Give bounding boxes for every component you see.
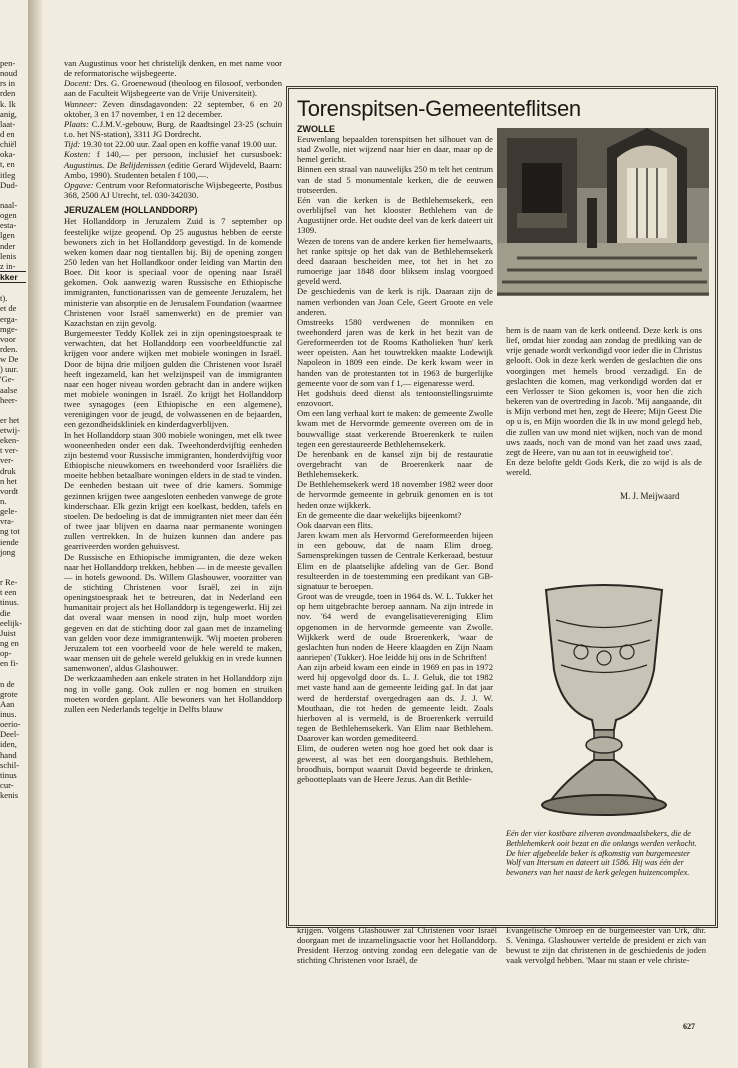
- strip-line: ) uur.: [0, 364, 19, 375]
- course-time: [64, 139, 282, 149]
- strip-line: laat-: [0, 118, 16, 129]
- article-paragraph: Jaren kwam men als Hervormd Gereformeerden bijeen in een gebouw, dat de naam Elim droeg. Samensprekingen tussen de Centrale Kerkeraad, bestuur Elim en de plaatselijke afdeling van de Ger. Bond resulteerden in de toestemming een predikant van GB-signatuur te beroepen.: [297, 530, 493, 591]
- strip-line: rden: [0, 88, 16, 99]
- strip-line: Juist: [0, 627, 16, 638]
- strip-line: w De: [0, 354, 19, 365]
- kosten-book: Augustinus. De Belijdenissen: [64, 159, 166, 170]
- strip-line: vra-: [0, 516, 14, 527]
- strip-line: schil-: [0, 759, 20, 770]
- strip-line: erga-: [0, 313, 18, 324]
- article-paragraph: Eén van die kerken is de Bethlehemsekerk, een overblijfsel van het klooster Bethlehem van de Augustijner orde. Het oudste deel van de kerk dateert uit 1309.: [297, 194, 493, 236]
- strip-line: aalse: [0, 384, 18, 395]
- docent-label: Docent:: [64, 78, 92, 89]
- strip-line: oerio-: [0, 719, 21, 730]
- continuation-column-2: krijgen. Volgens Glashouwer zal Christenen voor Israël doorgaan met de inzamelingsactie voor het Hollanddorp. President Herzog ontving zondag een delegatie van de stichting Christenen voor Israël, de: [297, 925, 497, 966]
- article-paragraph: De geschiedenis van de kerk is rijk. Daaraan zijn de namen verbonden van Joan Cele, Geert Groote en vele anderen.: [297, 286, 493, 317]
- article-city: ZWOLLE: [297, 124, 335, 134]
- strip-line: ver-: [0, 455, 14, 466]
- strip-line: t).: [0, 293, 8, 304]
- opgave-label: Opgave:: [64, 179, 94, 190]
- strip-line: lenis: [0, 250, 17, 261]
- kosten-text-b: (editie Gerard Wijdeveld, Baarn: Ambo, 1990). Studenten betalen f 100,—.: [64, 159, 282, 180]
- article-paragraph: Om een lang verhaal kort te maken: de gemeente Zwolle kwam met de Hervormde gemeente overeen om de in bouwvallige staat verkerende Broerenkerk te ruilen tegen een gerestaureerde Bethlehemsekerk.: [297, 408, 493, 449]
- wanneer-text: Zeven dinsdagavonden: 22 september, 6 en 20 oktober, 3 en 17 november, 1 en 12 december.: [64, 98, 282, 119]
- strip-line: iende: [0, 536, 19, 547]
- strip-line: d en: [0, 128, 15, 139]
- strip-line: esta-: [0, 220, 17, 231]
- strip-line: lgen: [0, 230, 15, 241]
- strip-line: Deel-: [0, 729, 20, 740]
- article-paragraph: Wezen de torens van de andere kerken fier hemelwaarts, het ranke spitsje op het dak van de Bethlehemsekerk deed daaraan bescheiden mee, tot het in het zo rumoerige jaar 1848 door bliksem inslag voorgoed geveld werd.: [297, 235, 493, 287]
- strip-line: 'Ge-: [0, 374, 15, 385]
- strip-line: n de: [0, 678, 15, 689]
- strip-line: t een: [0, 587, 17, 598]
- strip-line: er het: [0, 414, 20, 425]
- strip-line: et de: [0, 303, 17, 314]
- column-1: [64, 58, 282, 714]
- strip-line: z in-: [0, 260, 16, 271]
- strip-line: op-: [0, 648, 12, 659]
- article-paragraph: En deze belofte geldt Gods Kerk, die zo wijd is als de wereld.: [506, 457, 702, 478]
- strip-line: ng tot: [0, 526, 20, 537]
- strip-line: inus.: [0, 709, 17, 719]
- strip-line: Aan: [0, 698, 15, 709]
- jerusalem-heading: JERUZALEM (HOLLANDDORP): [64, 205, 198, 216]
- strip-line: jong: [0, 546, 16, 557]
- page-gutter: [28, 0, 42, 1068]
- tijd-text: 19.30 tot 22.00 uur. Zaal open en koffie vanaf 19.00 uur.: [80, 139, 277, 150]
- course-docent: [64, 78, 282, 98]
- strip-line: naal-: [0, 199, 18, 210]
- strip-line: r Re-: [0, 577, 18, 588]
- strip-line: [0, 668, 26, 678]
- strip-line: en fi-: [0, 658, 19, 669]
- strip-line: Dud-: [0, 179, 18, 190]
- strip-line: tinus: [0, 769, 17, 780]
- strip-line: cur-: [0, 779, 14, 790]
- article-paragraph: De herenbank en de kansel zijn bij de restauratie overgebracht van de Broerenkerk naar de Bethlehemsekerk.: [297, 448, 493, 480]
- course-register: [64, 180, 282, 200]
- strip-line: grote: [0, 688, 18, 699]
- jerusalem-paragraph-2: Burgemeester Teddy Kollek zei in zijn openingstoespraak te verwachten, dat het Hollanddorp een voorbeeldfunctie zal krijgen voor andere wijken met mobiele woningen in Israël. Door de bijna drie miljoen gulden die Christenen voor Israël heeft ingezameld, kan het welzijnspeil van de immigranten naar een hoger niveau worden gebracht dan in andere wijken met mobiele woningen in Israël. Zo krijgt het Hollanddorp twee synagoges (een Ethiopische en een algemene), verenigingen voor de jeugd, de volwassenen en de bejaarden, een gezondheidskliniek en kinderdagverblijven.: [64, 328, 282, 430]
- strip-line: heer-: [0, 394, 18, 405]
- left-page-strip: [0, 58, 26, 800]
- strip-line: chiël: [0, 139, 17, 150]
- page-number: 627: [683, 1022, 695, 1031]
- strip-heading: kker: [0, 271, 26, 283]
- jerusalem-paragraph-4: De Russische en Ethiopische immigranten, die deze weken naar het Hollanddorp trekken, hebben — in de meeste gevallen — in hotels gewoond. Ds. Willem Glashouwer, voorzitter van de stichting Christenen voor Israël, zei in zijn openingstoespraak het te betreuren, dat in Nederland een humanitair project als het Hollanddorp is tegengewerkt. Hij zei dat overal waar mensen in nood zijn, hulp moet worden gegeven en dat de stichting door zal gaan met de inzameling van gelden voor deze immigrantenwijk. 'Wij moeten proberen Jeruzalem tot een voorbeeld voor de hele wereld te maken, waar mensen uit de gehele wereld gelukkig en in vrede kunnen samenwonen', aldus Glashouwer.: [64, 551, 282, 674]
- article-paragraph: De Bethlehemsekerk werd 18 november 1982 weer door de hervormde gemeente in gebruik genomen en is tot heden onze wijkkerk.: [297, 479, 493, 510]
- opgave-text: Centrum voor Reformatorische Wijsbegeerte, Postbus 368, 2500 AJ Utrecht, tel. 030-342030.: [64, 179, 282, 201]
- strip-line: kenis: [0, 790, 19, 801]
- strip-line: anig,: [0, 108, 17, 119]
- strip-line: [0, 190, 26, 200]
- course-when: [64, 99, 282, 119]
- strip-line: eken-: [0, 435, 20, 446]
- tijd-label: Tijd:: [64, 139, 81, 150]
- chalice-caption: Eén der vier kostbare zilveren avondmaalsbekers, die de Bethlehemkerk ooit bezat en die onlangs werden verkocht. De hier afgebeelde beker is afkomstig van burgemeester Wolf van Ittersum en dateert uit 1586. Hij was één der bewoners van het naast de kerk gelegen huizencomplex.: [506, 829, 697, 878]
- article-paragraph: Eeuwenlang bepaalden torenspitsen het silhouet van de stad Zwolle, niet wijzend naar hier en daar, maar op de hemel gericht.: [297, 134, 493, 165]
- strip-line: n het: [0, 475, 17, 486]
- strip-line: hand: [0, 749, 17, 760]
- strip-line: n.: [0, 496, 7, 507]
- article-paragraph: hem is de naam van de kerk ontleend. Deze kerk is ons lief, omdat hier zondag aan zondag de prediking van de vrije genade wordt verkondigd voor ieder die in Christus gelooft. Ook in deze kerk werden de geslachten die ons voorgingen met hemels brood verzadigd. En de geslachten die komen, mag verkondigd worden dat er een Verlosser te Sion gekomen is, voor hen die zich bekeren van de overtreding in Jacob. 'Mij aangaande, dit is Mijn verbond met hen, zegt de Heere; Mijn Geest Die op u is, en Mijn woorden die Ik in uw mond gelegd heb, die zullen van uw mond niet wijken, noch van de mond uws zaads, noch van de mond van het zaad uws zaad, zegt de Heere, van nu aan tot in eeuwigheid toe'.: [506, 325, 702, 457]
- strip-line: noud: [0, 68, 18, 79]
- author-signature: M. J. Meijwaard: [620, 491, 680, 501]
- article-paragraph: Elim, de ouderen weten nog hoe goed het ook daar is geweest, al was het een doorgangshuis. Bethlehem, broodhuis, bornput waaruit David begeerde te drinken, gebootteplaats van de Heere Jezus. Aan dit Bethle-: [297, 743, 493, 784]
- strip-gap: [0, 283, 26, 293]
- strip-line: t, en: [0, 159, 15, 170]
- article-paragraph: Ook daarvan een flits.: [297, 519, 373, 530]
- strip-line: k. Ik: [0, 98, 16, 109]
- strip-line: die: [0, 607, 11, 618]
- strip-line: mge-: [0, 323, 18, 334]
- continuation-column-3: Evangelische Omroep en de burgemeester van Urk, dhr. S. Veninga. Glashouwer vertelde de president er zich van bewust te zijn dat christenen in de geschiedenis de joden vaak vervolgd hebben. 'Maar nu staan er vele christe-: [506, 925, 706, 966]
- silver-chalice-photo: [506, 580, 702, 825]
- kosten-label: Kosten:: [64, 149, 91, 160]
- strip-line: [0, 567, 26, 577]
- strip-line: rs in: [0, 78, 16, 89]
- strip-line: iden,: [0, 739, 17, 750]
- strip-line: [0, 405, 26, 415]
- article-column-right: [506, 325, 702, 477]
- strip-line: pen-: [0, 58, 16, 68]
- article-paragraph: Omstreeks 1580 verdwenen de monniken en tweehonderd jaren was de kerk in het bezit van de Gereformeerden tot de Rooms Katholieken 'hun' kerk weer opeisten. Aan het touwtrekken maakte Lodewijk Napoleon in 1809 een einde. De kerk kwam weer in handen van de protestanten tot in 1963 de burgerlijke gemeente voor de som van f 1,— eigenaresse werd.: [297, 316, 493, 388]
- article-column-left: [297, 134, 493, 784]
- article-title: Torenspitsen-Gemeenteflitsen: [297, 96, 581, 121]
- strip-line: oka-: [0, 149, 16, 160]
- strip-line: itleg: [0, 169, 16, 180]
- strip-line: voor: [0, 333, 16, 344]
- strip-line: gele-: [0, 506, 18, 517]
- strip-line: etwij-: [0, 425, 21, 436]
- strip-line: rden.: [0, 343, 18, 354]
- article-paragraph: Aan zijn arbeid kwam een einde in 1969 en pas in 1972 werd hij opgevolgd door ds. L. J. Geluk, die tot 1982 met vaste hand aan de gemeente leiding gaf. In dat jaar werd de herderstaf overgedragen aan ds. J. J. W. Mouthaan, die tot heden de gemeente leidt. Zoals hierboven al is vermeld, is de Broerenkerk verruild tegen de Bethlehemsekerk. Van Elim naar Bethlehem. Daarover kan worden gemediteerd.: [297, 662, 493, 744]
- strip-line: ng en: [0, 638, 19, 649]
- jerusalem-paragraph-3: In het Hollanddorp staan 300 mobiele woningen, met elk twee wooneenheden onder een dak. Tweehonderdvijftig eenheden zijn bestemd voor Russische immigranten, honderdvijftig voor Ethiopische nieuwkomers en tweehonderd voor Israëliërs die moeite hebben betaalbare woningen elders in de stad te vinden. De eenheden bestaan uit twee of drie kamers. Sommige gezinnen krijgen twee aangesloten eenheden vanwege de grote kinderschaar. Elk gezin krijgt een koelkast, bedden, tafels en stoelen. De bedoeling is dat de immigranten niet meer dan één of twee jaar blijven en daarna naar permanente woningen zullen vertrekken. In de huizen kunnen dan andere pas gearriveerden worden gehuisvest.: [64, 429, 282, 552]
- course-place: [64, 119, 282, 139]
- plaats-text: C.J.M.V.-gebouw, Burg. de Raadtsingel 23-25 (schuin t.o. het NS-station), 3311 JG Dordrecht.: [64, 118, 282, 140]
- strip-line: nder: [0, 240, 16, 251]
- strip-line: t ver-: [0, 445, 19, 456]
- course-cost: [64, 149, 282, 179]
- strip-line: ogen: [0, 210, 17, 221]
- church-interior-photo: [497, 128, 709, 296]
- strip-line: tinus.: [0, 597, 19, 608]
- strip-line: [0, 557, 26, 567]
- article-paragraph: Binnen een straal van nauwelijks 250 m telt het centrum van de stad 5 monumentale kerken, die de eeuwen trotseerden.: [297, 164, 493, 195]
- jerusalem-paragraph-5: De werkzaamheden aan enkele straten in het Hollanddorp zijn nog in volle gang. Ook zullen er nog bomen en struiken moeten worden geplant. Alle bewoners van het Hollanddorp zullen een Nederlands tegeltje in Delfts blauw: [64, 673, 282, 714]
- wanneer-label: Wanneer:: [64, 98, 98, 109]
- jerusalem-paragraph-1: Het Hollanddorp in Jeruzalem Zuid is 7 september op feestelijke wijze geopend. Op 25 augustus hebben de eerste bewoners zich in het Hollanddorp gevestigd. In de komende weken komen daar nog tientallen bij. Bij de opening zongen 250 leden van het Hollandkoor onder leiding van Martin den Boer. Dit koor is speciaal voor de opening naar Israël gekomen. Ook aanwezig waren Russische en Ethiopische immigranten, functionarissen van de gemeente Jeruzalem, het ministerie van absorptie en de Jerusalem Foundation (waarmee Christenen voor Israël samenwerkt) en de premier van Kazachstan en zijn gevolg.: [64, 216, 282, 328]
- docent-text: Drs. G. Groenewoud (theoloog en filosoof, verbonden aan de Faculteit Wijsbegeerte van de Vrije Universiteit).: [64, 78, 282, 99]
- strip-line: vordt: [0, 485, 19, 496]
- plaats-label: Plaats:: [64, 118, 89, 129]
- kosten-text-a: f 140,— per persoon, inclusief het cursusboek:: [90, 149, 282, 160]
- article-paragraph: En de gemeente die daar wekelijks bijeenkomt?: [297, 509, 462, 520]
- strip-line: eelijk-: [0, 617, 22, 628]
- course-intro: van Augustinus voor het christelijk denken, en met name voor de reformatorische wijsbegeerte.: [64, 58, 282, 79]
- strip-line: druk: [0, 465, 16, 476]
- article-paragraph: Groot was de vreugde, toen in 1964 ds. W. L. Tukker het op hem uitgebrachte beroep aannam. Na zijn intrede in nov. '64 werd de evangelisatievereniging Elim opgenomen in de hervormde gemeente van Zwolle. Wijkkerk werd de oude Broerenkerk, 'waar de geslachten hun noden de Heere klaagden en Zijn Naam aanriepen' (Tukker). Hoe leidde hij ons in de Schriften!: [297, 591, 493, 662]
- article-paragraph: Het godshuis deed dienst als tentoonstellingsruimte enzovoort.: [297, 387, 493, 409]
